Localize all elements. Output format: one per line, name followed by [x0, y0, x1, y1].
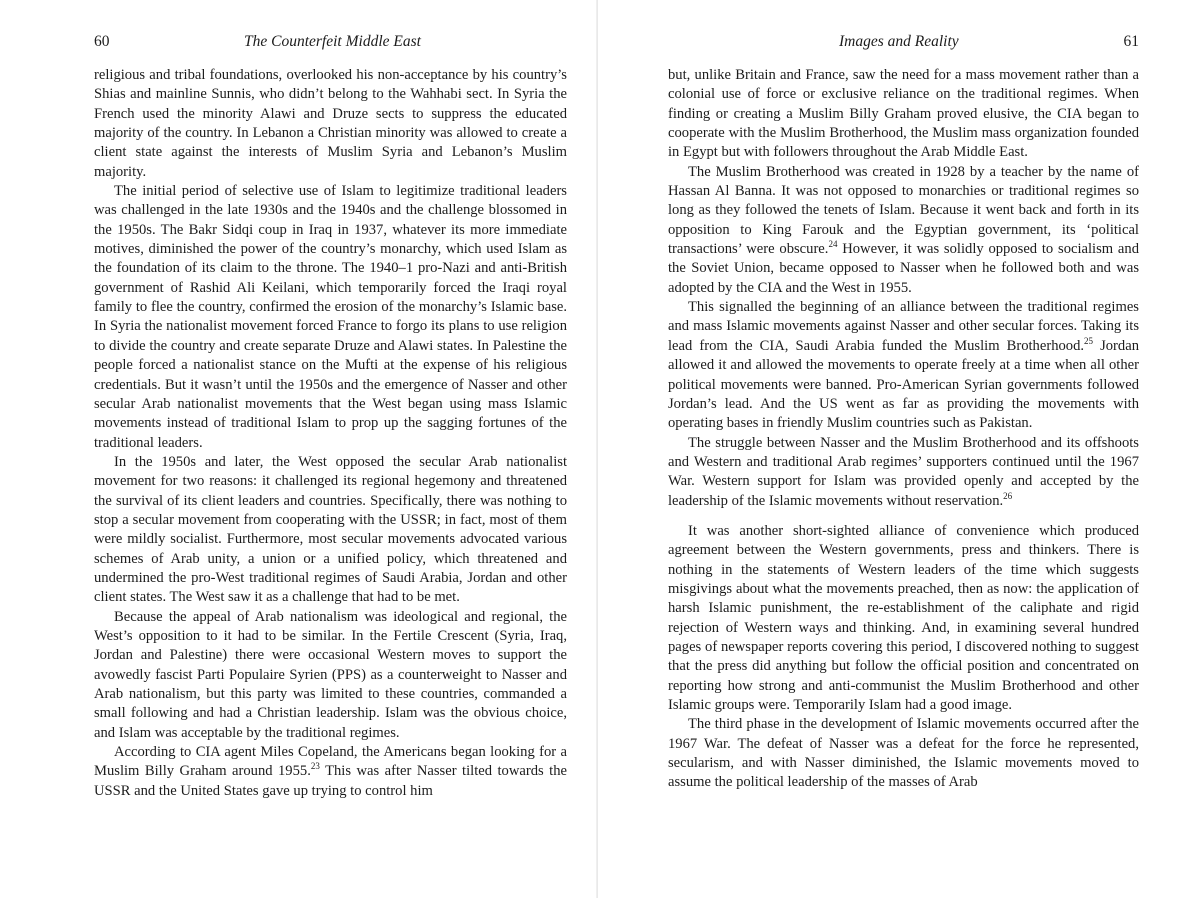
paragraph-text: In the 1950s and later, the West opposed the secular Arab nationalist movement for two reasons: it challenged its regional hegemony and threatened the survival of its client leaders and countries. Specifically, there was nothing to stop a secular movement from cooperating with the USSR; in fact, most of them were mildly socialist. Furthermore, most secular movements advocated various schemes of Arab unity, a union or a unified policy, which threatened and undermined the pro-West traditional regimes of Saudi Arabia, Jordan and other client states. The West saw it as a challenge that had to be met. [94, 453, 567, 606]
paragraph-text: The initial period of selective use of Islam to legitimize traditional leaders was challenged in the late 1930s and the 1940s and the challenge blossomed in the 1950s. The Bakr Sidqi coup in Iraq in 1937, whatever its more immediate motives, diminished the power of the country’s monarchy, which used Islam as the foundation of its claim to the throne. The 1940–1 pro-Nazi and anti-British government of Rashid Ali Keilani, which temporarily forced the Iraqi royal family to flee the country, confirmed the erosion of the monarchy’s Islamic base. In Syria the nationalist movement forced France to forgo its plans to use religion to divide the country and create separate Druze and Alawi states. In Palestine the people forced a nationalist stance on the Mufti at the expense of his religious credentials. But it wasn’t until the 1950s and the emergence of Nasser and other secular Arab nationalist movements that the West began using mass Islamic movements instead of traditional Islam to prop up the sagging fortunes of the traditional leaders. [94, 183, 567, 451]
left-page-body [94, 66, 567, 801]
paragraph-text: This was after Nasser tilted towards the USSR and the United States gave up trying to control him [94, 763, 567, 799]
paragraph-text: Jordan allowed it and allowed the movements to operate freely at a time when all other political movements were banned. Pro-American Syrian governments followed Jordan’s lead. And the US went as far as providing the movements with operating bases in friendly Muslim countries such as Pakistan. [668, 337, 1139, 432]
footnote-marker: 26 [1003, 490, 1013, 501]
paragraph [668, 434, 1139, 511]
left-page-header [94, 33, 567, 53]
paragraph-text: but, unlike Britain and France, saw the need for a mass movement rather than a colonial use of force or exclusive reliance on the traditional regimes. When finding or creating a Muslim Billy Graham proved elusive, the CIA began to cooperate with the Muslim Brotherhood, the Muslim mass organization founded in Egypt but with followers throughout the Arab Middle East. [668, 67, 1139, 161]
footnote-marker: 24 [828, 239, 838, 250]
paragraph-text: Because the appeal of Arab nationalism was ideological and regional, the West’s opposition to it had to be similar. In the Fertile Crescent (Syria, Iraq, Jordan and Palestine) there were occasional Western moves to support the avowedly fascist Parti Populaire Syrien (PPS) as a counterweight to Nasser and Arab nationalism, but this party was limited to these countries, commanded a small following and had a Christian leadership. Islam was the obvious choice, and Islam was acceptable by the traditional regimes. [94, 608, 567, 741]
paragraph-text: It was another short-sighted alliance of convenience which produced agreement between the Western governments, press and thinkers. There is nothing in the statements of Western leaders of the time which suggests misgivings about what the movements preached, then as now: the application of harsh Islamic punishment, the re-establishment of the caliphate and rigid rejection of Western ways and thinking. And, in examining several hundred pages of newspaper reports covering this period, I discovered nothing to suggest that the press did anything but follow the official position and concentrated on reporting how strong and anti-communist the Muslim Brotherhood and other Islamic groups were. Temporarily Islam had a good image. [668, 522, 1139, 713]
paragraph-text: The third phase in the development of Islamic movements occurred after the 1967 War. The defeat of Nasser was a defeat for the force he represented, secularism, and with Nasser diminished, the Islamic movements moved to assume the political leadership of the masses of Arab [668, 716, 1139, 791]
footnote-marker: 23 [310, 761, 320, 772]
paragraph [668, 163, 1139, 298]
paragraph [668, 66, 1139, 163]
page-number: 61 [1123, 33, 1139, 50]
paragraph-text: religious and tribal foundations, overlooked his non-acceptance by his country’s Shias and mainline Sunnis, who didn’t belong to the Wahhabi sect. In Syria the French used the minority Alawi and Druze sects to suppress the educated majority of the country. In Lebanon a Christian minority was allowed to create a client state against the interests of Muslim Syria and Lebanon’s Muslim majority. [94, 67, 567, 180]
right-page-header [668, 33, 1139, 53]
paragraph [94, 66, 567, 182]
paragraph [668, 522, 1139, 715]
paragraph [668, 715, 1139, 792]
page-number: 60 [94, 33, 110, 50]
right-page-body [668, 66, 1139, 793]
paragraph-text: This signalled the beginning of an alliance between the traditional regimes and mass Islamic movements against Nasser and other secular forces. Taking its lead from the CIA, Saudi Arabia funded the Muslim Brotherhood. [668, 299, 1139, 354]
paragraph [94, 743, 567, 801]
paragraph-text: The struggle between Nasser and the Muslim Brotherhood and its offshoots and Western and traditional Arab regimes’ supporters continued until the 1967 War. Western support for Islam was provided openly and accepted by the leadership of the Islamic movements without reservation. [668, 434, 1139, 509]
footnote-marker: 25 [1084, 335, 1094, 346]
paragraph [94, 608, 567, 743]
paragraph [94, 182, 567, 453]
running-title: Images and Reality [839, 33, 959, 50]
paragraph-text: However, it was solidly opposed to socialism and the Soviet Union, became opposed to Nasser when he followed both and was adopted by the CIA and the West in 1955. [668, 241, 1139, 296]
paragraph [94, 453, 567, 608]
paragraph-text: The Muslim Brotherhood was created in 1928 by a teacher by the name of Hassan Al Banna. It was not opposed to monarchies or traditional regimes so long as they followed the tenets of Islam. Because it went back and forth in its opposition to King Farouk and the Egyptian government, its ‘political transactions’ were obscure. [668, 163, 1139, 258]
paragraph [668, 298, 1139, 433]
right-page [598, 0, 1195, 898]
running-title: The Counterfeit Middle East [244, 33, 421, 50]
paragraph-text: According to CIA agent Miles Copeland, the Americans began looking for a Muslim Billy Graham around 1955. [94, 744, 567, 780]
